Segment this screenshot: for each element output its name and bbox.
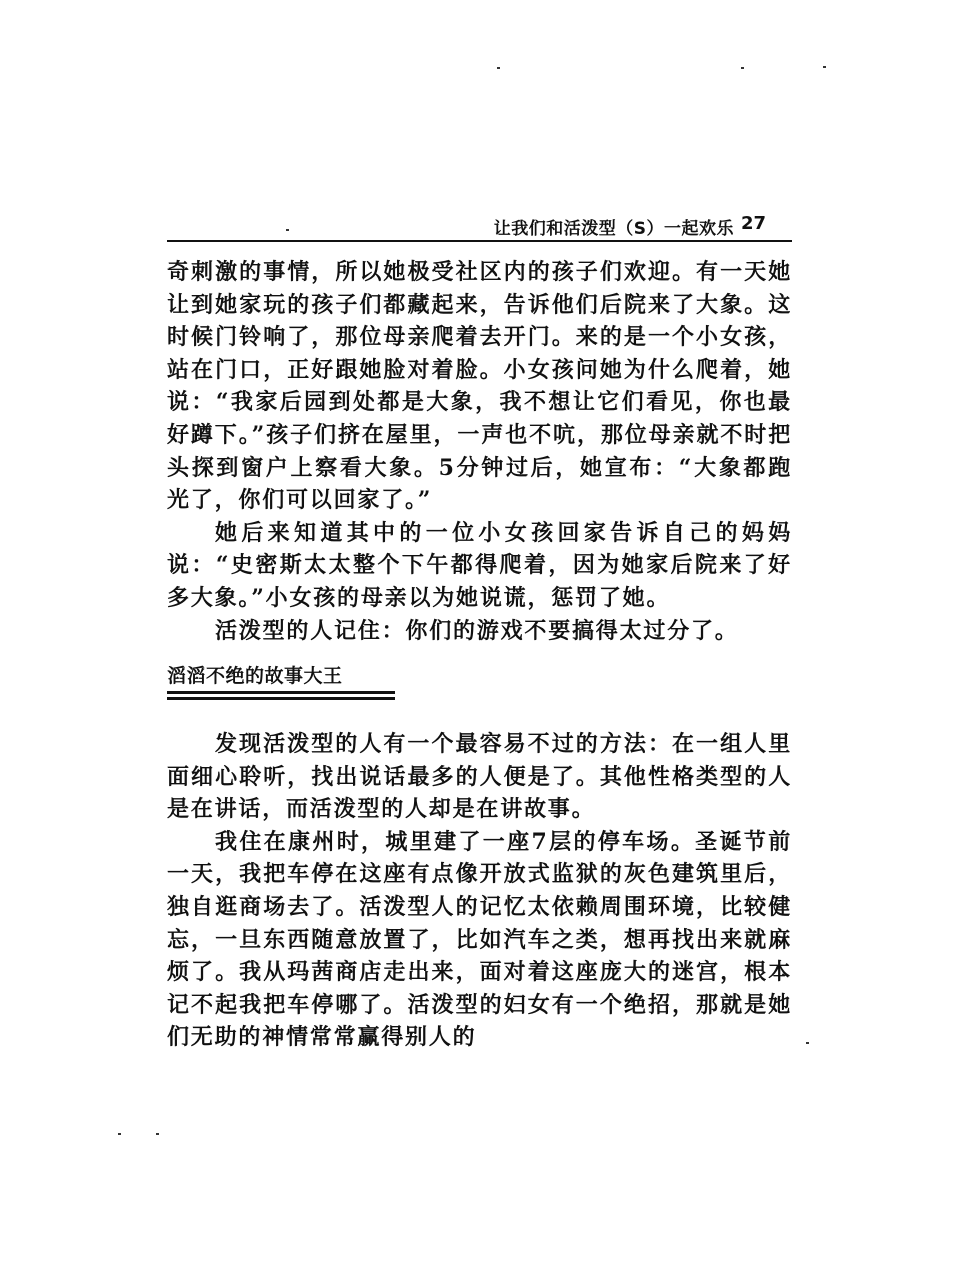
- paragraph: 发现活泼型的人有一个最容易不过的方法：在一组人里面细心聆听，找出说话最多的人便是了。其他性格类型的人是在讲话，而活泼型的人却是在讲故事。: [167, 731, 792, 823]
- running-header: [167, 208, 792, 242]
- scan-speck: [118, 1133, 121, 1135]
- header-rule: [167, 240, 792, 242]
- scan-speck: [741, 67, 744, 69]
- section-heading-block: [167, 663, 397, 700]
- scan-speck: [823, 66, 826, 68]
- running-header-title: 让我们和活泼型（S）一起欢乐: [493, 219, 734, 239]
- page-number: 27: [740, 213, 766, 234]
- paragraph: 她后来知道其中的一位小女孩回家告诉自己的妈妈说：“史密斯太太整个下午都得爬着，因为她家后院来了好多大象。”小女孩的母亲以为她说谎，惩罚了她。: [167, 519, 792, 611]
- scan-speck: [497, 67, 500, 69]
- scan-speck: [806, 1042, 809, 1044]
- body-text-section-1: [167, 256, 792, 647]
- heading-underline: [167, 691, 395, 694]
- paragraph: 活泼型的人记住：你们的游戏不要搞得太过分了。: [215, 617, 739, 644]
- paragraph: 我住在康州时，城里建了一座7层的停车场。圣诞节前一天，我把车停在这座有点像开放式监狱的灰色建筑里后，独自逛商场去了。活泼型人的记忆太依赖周围环境，比较健忘，一旦东西随意放置了，比如汽车之类，想再找出来就麻烦了。我从玛茜商店走出来，面对着这座庞大的迷宫，根本记不起我把车停哪了。活泼型的妇女有一个绝招，那就是她们无助的神情常常赢得别人的: [167, 828, 792, 1051]
- section-heading: 滔滔不绝的故事大王: [167, 665, 343, 687]
- heading-underline: [167, 697, 395, 700]
- scan-speck: [156, 1133, 159, 1135]
- paragraph: 奇刺激的事情，所以她极受社区内的孩子们欢迎。有一天她让到她家玩的孩子们都藏起来，告诉他们后院来了大象。这时候门铃响了，那位母亲爬着去开门。来的是一个小女孩，站在门口，正好跟她脸对着脸。小女孩问她为什么爬着，她说：“我家后园到处都是大象，我不想让它们看见，你也最好蹲下。”孩子们挤在屋里，一声也不吭，那位母亲就不时把头探到窗户上察看大象。5分钟过后，她宣布：“大象都跑光了，你们可以回家了。”: [167, 259, 792, 514]
- body-text-section-2: [167, 728, 792, 1054]
